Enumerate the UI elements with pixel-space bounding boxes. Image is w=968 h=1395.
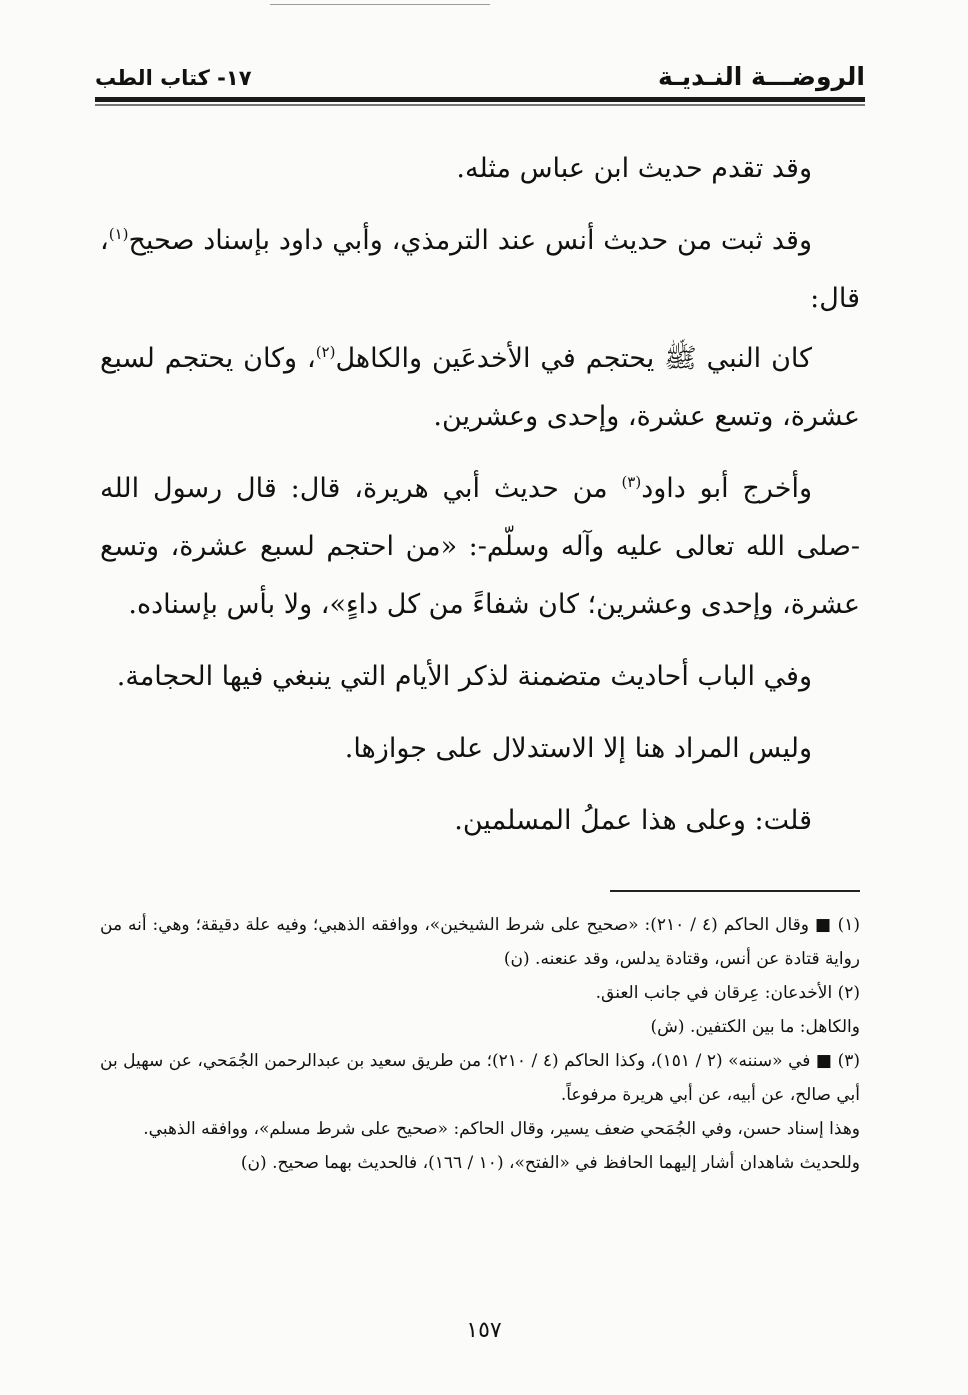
footnote-ref-2: (٢) (315, 343, 336, 361)
footnote-3: (٣) ■ في «سننه» (٢ / ١٥١)، وكذا الحاكم (٤ / ٢١٠)؛ من طريق سعيد بن عبدالرحمن الجُمَحي، عن سهيل بن أبي صالح، عن أبيه، عن أبي هريرة مرفوعاً. (100, 1051, 860, 1105)
paragraph-7: قلت: وعلى هذا عملُ المسلمين. (454, 805, 812, 836)
footnote-ref-3: (٣) (621, 473, 642, 491)
footnote-ref-1: (١) (108, 225, 129, 243)
footnote-2-continued: والكاهل: ما بين الكتفين. (ش) (650, 1017, 860, 1037)
footnote-3-continued: وهذا إسناد حسن، وفي الجُمَحي ضعف يسير، وقال الحاكم: «صحيح على شرط مسلم»، ووافقه الذهبي. (143, 1119, 860, 1139)
header-rule-thin (95, 104, 865, 106)
page-number: ١٥٧ (466, 1318, 502, 1343)
footnote-separator (610, 890, 860, 892)
book-title: الروضـــة النـديـة (658, 62, 865, 91)
chapter-title: ١٧- كتاب الطب (95, 66, 252, 90)
footnotes (100, 908, 860, 1180)
footnote-2: (٢) الأخدعان: عِرقان في جانب العنق. (595, 983, 860, 1003)
footnote-1: (١) ■ وقال الحاكم (٤ / ٢١٠): «صحيح على شرط الشيخين»، ووافقه الذهبي؛ وفيه علة دقيقة؛ وهي: أنه من رواية قتادة عن أنس، وقتادة يدلس، وقد عنعنه. (ن) (100, 915, 860, 969)
paragraph-6: وليس المراد هنا إلا الاستدلال على جوازها. (344, 733, 812, 764)
paragraph-1: وقد تقدم حديث ابن عباس مثله. (456, 153, 812, 184)
scan-artifact-line (270, 4, 490, 5)
paragraph-2: وقد ثبت من حديث أنس عند الترمذي، وأبي داود بإسناد صحيح$^{(١)}$، قال: (100, 225, 860, 314)
paragraph-4: وأخرج أبو داود$^{(٣)}$ من حديث أبي هريرة، قال: قال رسول الله -صلى الله تعالى عليه وآله وسلّم-: «من احتجم لسبع عشرة، وتسع عشرة، وإحدى وعشرين؛ كان شفاءً من كل داءٍ»، ولا بأس بإسناده. (100, 473, 860, 620)
paragraph-5: وفي الباب أحاديث متضمنة لذكر الأيام التي ينبغي فيها الحجامة. (116, 661, 812, 692)
paragraph-3: كان النبي ﷺ يحتجم في الأخدعَين والكاهل$^{(٢)}$، وكان يحتجم لسبع عشرة، وتسع عشرة، وإحدى وعشرين. (100, 343, 860, 432)
page-header (95, 62, 865, 102)
main-text (100, 140, 860, 864)
footnote-3-note: وللحديث شاهدان أشار إليهما الحافظ في «الفتح»، (١٠ / ١٦٦)، فالحديث بهما صحيح. (ن) (240, 1153, 860, 1173)
header-rule (95, 97, 865, 102)
